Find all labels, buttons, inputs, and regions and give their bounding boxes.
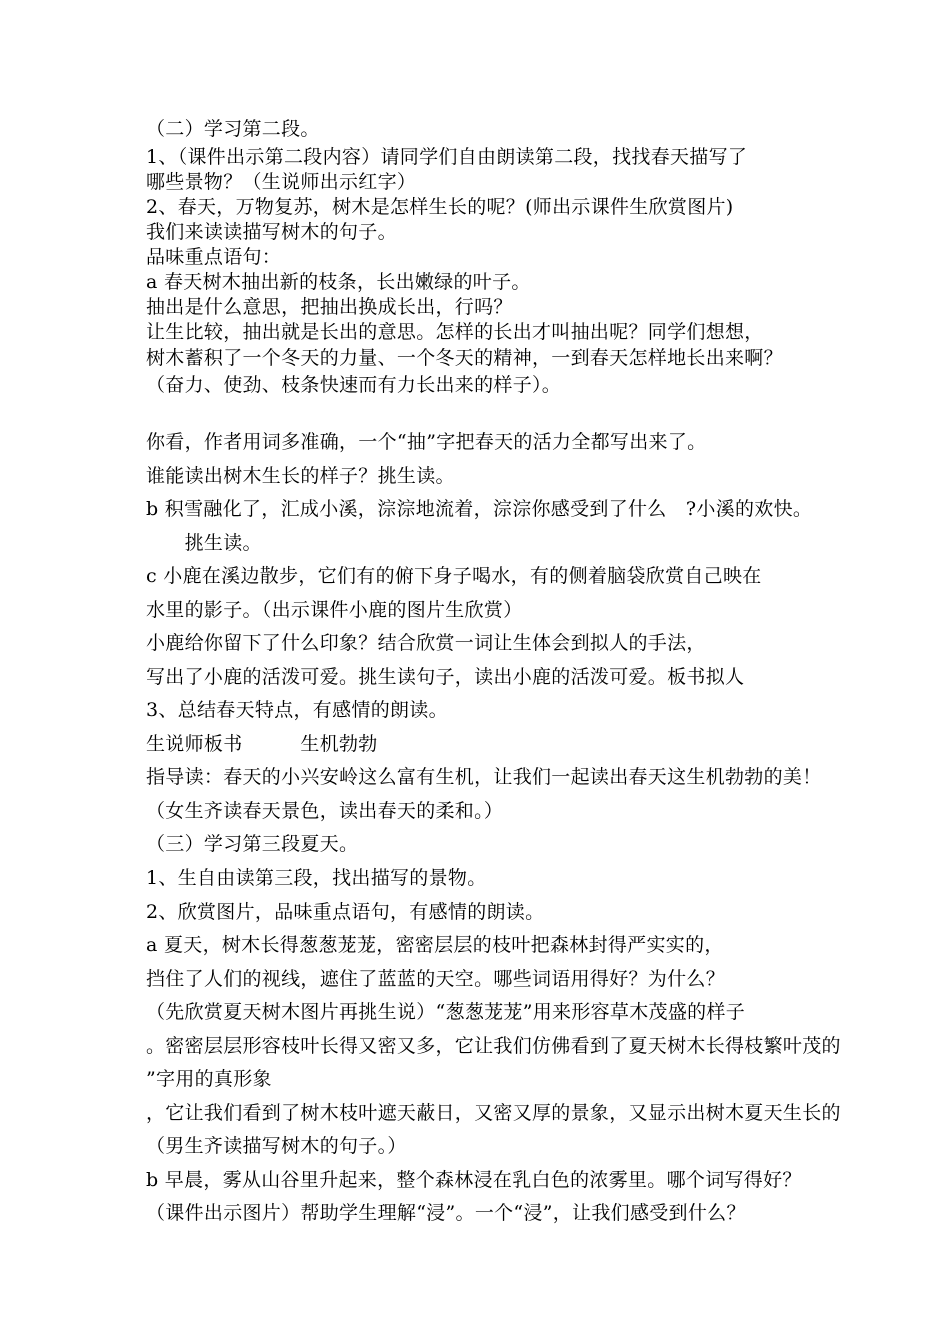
paragraph-line: a 春天树木抽出新的枝条，长出嫩绿的叶子。 — [146, 271, 531, 293]
paragraph-line: c 小鹿在溪边散步，它们有的俯下身子喝水，有的侧着脑袋欣赏自己映在 — [146, 565, 762, 587]
paragraph-line: 指导读：春天的小兴安岭这么富有生机，让我们一起读出春天这生机勃勃的美！ — [146, 766, 822, 788]
paragraph-line: 。密密层层形容枝叶长得又密又多，它让我们仿佛看到了夏天树木长得枝繁叶茂的 — [146, 1035, 841, 1057]
paragraph-line: （课件出示图片）帮助学生理解“浸”。一个“浸”，让我们感受到什么？ — [146, 1202, 746, 1224]
paragraph-line: ，它让我们看到了树木枝叶遮天蔽日，又密又厚的景象，又显示出树木夏天生长的 — [146, 1102, 841, 1124]
paragraph-line: 1、生自由读第三段，找出描写的景物。 — [146, 867, 487, 889]
paragraph-line: （奋力、使劲、枝条快速而有力长出来的样子）。 — [146, 374, 562, 396]
paragraph-line: 小鹿给你留下了什么印象？结合欣赏一词让生体会到拟人的手法， — [146, 632, 706, 654]
paragraph-line: （女生齐读春天景色，读出春天的柔和。） — [146, 800, 504, 822]
paragraph-line: 抽出是什么意思，把抽出换成长出，行吗？ — [146, 296, 513, 318]
paragraph-line: 树木蓄积了一个冬天的力量、一个冬天的精神，一到春天怎样地长出来啊？ — [146, 347, 783, 369]
paragraph-line: 2、春天，万物复苏，树木是怎样生长的呢？(师出示课件生欣赏图片) — [146, 196, 734, 218]
paragraph-line: 写出了小鹿的活泼可爱。挑生读句子，读出小鹿的活泼可爱。板书拟人 — [146, 666, 745, 688]
paragraph-line: a 夏天，树木长得葱葱茏茏，密密层层的枝叶把森林封得严实实的， — [146, 934, 724, 956]
paragraph-line: 品味重点语句： — [146, 246, 282, 268]
paragraph-line: （男生齐读描写树木的句子。） — [146, 1135, 407, 1157]
paragraph-line: 挡住了人们的视线，遮住了蓝蓝的天空。哪些词语用得好？为什么？ — [146, 968, 726, 990]
paragraph-line: 2、欣赏图片，品味重点语句，有感情的朗读。 — [146, 901, 545, 923]
paragraph-line: b 积雪融化了，汇成小溪，淙淙地流着，淙淙你感受到了什么 ?小溪的欢快。 — [146, 498, 813, 520]
paragraph-line: 挑生读。 — [146, 532, 262, 554]
section-heading-3: （三）学习第三段夏天。 — [146, 833, 359, 855]
paragraph-line: 水里的影子。（出示课件小鹿的图片生欣赏） — [146, 599, 523, 621]
section-heading-2: （二）学习第二段。 — [146, 118, 320, 140]
paragraph-line: 3、总结春天特点，有感情的朗读。 — [146, 699, 448, 721]
paragraph-line: 你看，作者用词多准确，一个“抽”字把春天的活力全都写出来了。 — [146, 431, 707, 453]
paragraph-line: 谁能读出树木生长的样子？挑生读。 — [146, 465, 455, 487]
paragraph-line: 1、（课件出示第二段内容）请同学们自由朗读第二段，找找春天描写了 — [146, 146, 748, 168]
paragraph-line: 让生比较，抽出就是长出的意思。怎样的长出才叫抽出呢？同学们想想， — [146, 321, 764, 343]
paragraph-line: b 早晨，雾从山谷里升起来，整个森林浸在乳白色的浓雾里。哪个词写得好？ — [146, 1169, 802, 1191]
paragraph-line: 我们来读读描写树木的句子。 — [146, 221, 397, 243]
paragraph-line: 生说师板书 生机勃勃 — [146, 733, 378, 755]
paragraph-line: （先欣赏夏天树木图片再挑生说）“葱葱茏茏”用来形容草木茂盛的样子 — [146, 1001, 746, 1023]
paragraph-line: 哪些景物？（生说师出示红字） — [146, 171, 417, 193]
paragraph-line: ”字用的真形象 — [146, 1068, 272, 1090]
